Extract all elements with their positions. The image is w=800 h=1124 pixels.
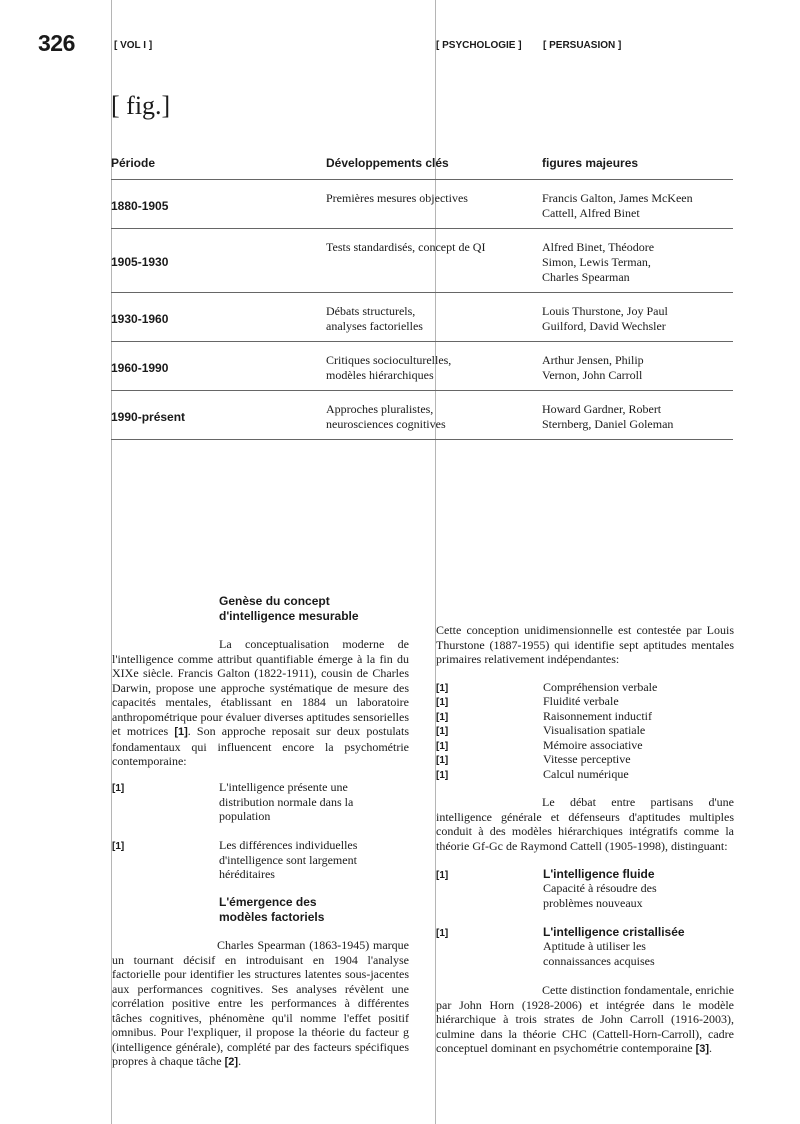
row-development: Débats structurels, analyses factorielles <box>326 304 423 333</box>
row-figures: Howard Gardner, Robert Sternberg, Daniel Goleman <box>542 402 674 431</box>
paragraph-cattell: Le débat entre partisans d'une intelligence générale et défenseurs d'aptitudes multiples conduit à des modèles hiérarchiques intégratifs comme la théorie Gf-Gc de Raymond Cattell (1905-1998), distinguant: <box>436 795 734 853</box>
list-item: Fluidité verbale <box>543 694 619 708</box>
table-row <box>111 391 733 440</box>
list-item: L'intelligence présente une distribution normale dans la population <box>219 780 354 823</box>
paragraph-thurstone: Cette conception unidimensionnelle est contestée par Louis Thurstone (1887-1955) qui identifie sept aptitudes mentales primaires relativement indépendantes: <box>436 623 734 666</box>
header-period: Période <box>111 156 156 170</box>
list-marker: [1] <box>436 928 449 939</box>
table-row <box>111 342 733 391</box>
list-marker: [1] <box>436 697 449 708</box>
row-development: Approches pluralistes, neurosciences cognitives <box>326 402 446 431</box>
list-marker: [1] <box>436 870 449 881</box>
list-marker: [1] <box>436 770 449 781</box>
running-head-persuasion: [ PERSUASION ] <box>543 40 622 51</box>
table-row <box>111 293 733 342</box>
running-head-psychologie: [ PSYCHOLOGIE ] <box>436 40 522 51</box>
figure-label: [ fig.] <box>111 91 171 120</box>
list-item: Mémoire associative <box>543 738 643 752</box>
row-period: 1990-présent <box>111 410 186 424</box>
section-heading-genese: Genèse du concept d'intelligence mesurable <box>219 594 359 623</box>
list-marker: [1] <box>436 712 449 723</box>
citation-ref: [1] <box>174 726 188 738</box>
paragraph-text-end: . <box>238 1054 242 1068</box>
row-figures: Louis Thurstone, Joy Paul Guilford, David Wechsler <box>542 304 668 333</box>
table-row <box>111 229 733 293</box>
row-period: 1930-1960 <box>111 312 169 326</box>
row-development: Tests standardisés, concept de QI <box>326 240 486 254</box>
list-marker: [1] <box>436 683 449 694</box>
paragraph-chc <box>436 983 734 1057</box>
row-figures: Arthur Jensen, Philip Vernon, John Carroll <box>542 353 644 382</box>
paragraph-text: Charles Spearman (1863-1945) marque un tournant décisif en introduisant en 1904 l'analyse factorielle pour identifier les structures latentes sous-jacentes aux performances cognitives. Ses analyses révèlent une corrélation positive entre les performances à différentes tâches cognitives, phénomène qu'il nomme l'effet positif omnibus. Pour l'expliquer, il propose la théorie du facteur g (intelligence générale), complété par des facteurs spécifiques propres à chaque tâche <box>112 938 409 1068</box>
row-period: 1880-1905 <box>111 199 169 213</box>
list-item: Vitesse perceptive <box>543 752 631 766</box>
paragraph-text-end: . <box>709 1041 713 1055</box>
list-item: Calcul numérique <box>543 767 629 781</box>
running-head-volume: [ VOL I ] <box>114 40 153 51</box>
citation-ref: [3] <box>695 1043 710 1055</box>
header-developments: Développements clés <box>326 156 449 170</box>
definition-text: Capacité à résoudre des problèmes nouveaux <box>543 881 657 910</box>
timeline-table <box>111 152 733 440</box>
row-period: 1960-1990 <box>111 361 169 375</box>
row-figures: Francis Galton, James McKeen Cattell, Alfred Binet <box>542 191 693 220</box>
list-item: Visualisation spatiale <box>543 723 646 737</box>
header-figures: figures majeures <box>542 156 639 170</box>
row-development: Critiques socioculturelles, modèles hiérarchiques <box>326 353 452 382</box>
list-marker: [1] <box>112 841 125 852</box>
row-development: Premières mesures objectives <box>326 191 468 205</box>
citation-ref: [2] <box>224 1056 239 1068</box>
row-period: 1905-1930 <box>111 255 169 269</box>
definition-text: Aptitude à utiliser les connaissances acquises <box>543 939 655 968</box>
list-item: Compréhension verbale <box>543 680 658 694</box>
paragraph-text-end: . Son approche reposait sur deux postulats fondamentaux qui influencent encore la psychométrie contemporaine: <box>112 724 410 768</box>
list-item: Les différences individuelles d'intelligence sont largement héréditaires <box>219 838 358 881</box>
paragraph-text: Cette distinction fondamentale, enrichie par John Horn (1928-2006) et intégrée dans le modèle hiérarchique à trois strates de John Carroll (1916-2003), culmine dans la théorie CHC (Cattell-Horn-Carroll), cadre conceptuel dominant en psychométrie contemporaine <box>436 983 734 1055</box>
list-marker: [1] <box>436 726 449 737</box>
list-marker: [1] <box>436 755 449 766</box>
definition-term: L'intelligence cristallisée <box>543 925 685 939</box>
section-heading-modeles: L'émergence des modèles factoriels <box>219 895 325 924</box>
list-item: Raisonnement inductif <box>543 709 652 723</box>
list-marker: [1] <box>112 783 125 794</box>
paragraph-spearman <box>112 938 409 1070</box>
definition-term: L'intelligence fluide <box>543 867 655 881</box>
paragraph-text: La conceptualisation moderne de l'intelligence comme attribut quantifiable émerge à la fin du XIXe siècle. Francis Galton (1822-1911), cousin de Charles Darwin, propose une approche systématique de mesure des capacités mentales, établissant en 1884 un laboratoire anthropométrique pour évaluer diverses aptitudes sensorielles et motrices <box>112 637 409 738</box>
page-number: 326 <box>38 30 75 56</box>
paragraph-genese <box>112 637 409 769</box>
table-header <box>111 152 733 180</box>
row-figures: Alfred Binet, Théodore Simon, Lewis Terman, Charles Spearman <box>542 240 655 284</box>
list-marker: [1] <box>436 741 449 752</box>
table-row <box>111 180 733 229</box>
